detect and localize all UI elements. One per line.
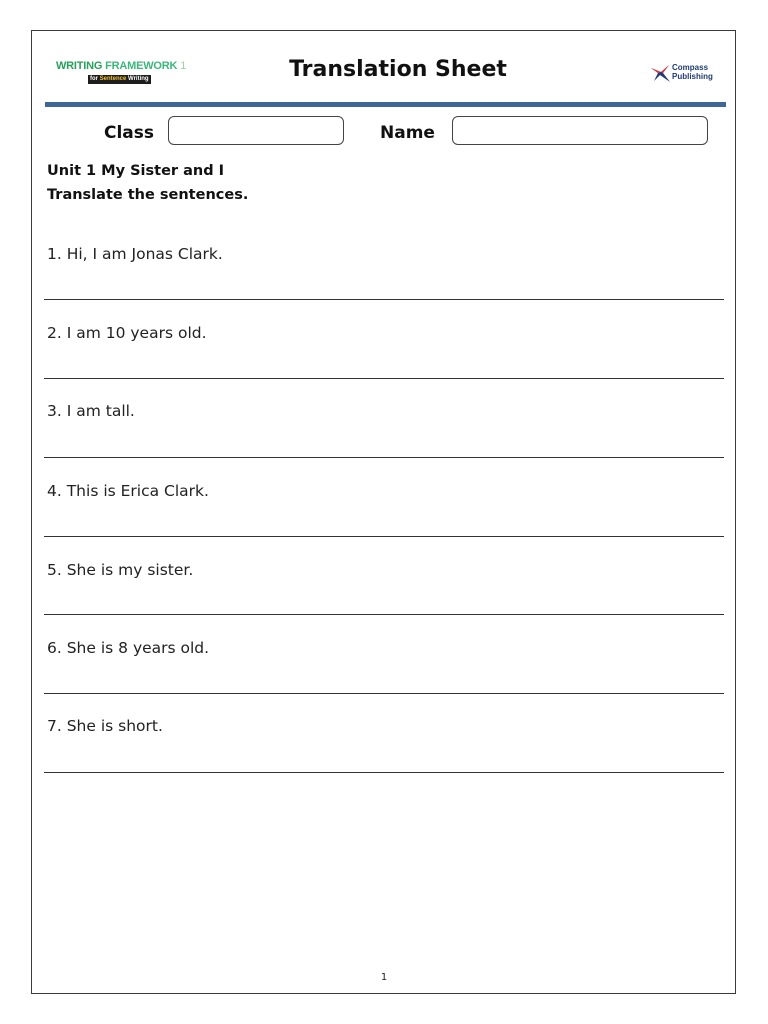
- answer-line-5[interactable]: [44, 614, 724, 615]
- page-title: Translation Sheet: [289, 57, 507, 82]
- answer-line-4[interactable]: [44, 536, 724, 537]
- writing-framework-logo: [56, 60, 186, 88]
- compass-publishing-logo: [650, 62, 720, 84]
- answer-line-7[interactable]: [44, 772, 724, 773]
- unit-title: Unit 1 My Sister and I: [47, 163, 225, 179]
- answer-line-1[interactable]: [44, 299, 724, 300]
- sentence-3: 3. I am tall.: [47, 402, 135, 420]
- answer-line-2[interactable]: [44, 378, 724, 379]
- sentence-4: 4. This is Erica Clark.: [47, 482, 209, 500]
- sentence-2: 2. I am 10 years old.: [47, 324, 207, 342]
- compass-logo-text: [672, 63, 713, 81]
- logo-subtitle: [88, 75, 151, 84]
- name-label: Name: [380, 123, 435, 143]
- sentence-6: 6. She is 8 years old.: [47, 639, 210, 657]
- logo-sub-highlight: Sentence: [99, 76, 127, 82]
- answer-line-6[interactable]: [44, 693, 724, 694]
- page-number: 1: [380, 972, 388, 983]
- sentence-7: 7. She is short.: [47, 717, 163, 735]
- instruction-text: Translate the sentences.: [47, 187, 249, 203]
- answer-line-3[interactable]: [44, 457, 724, 458]
- name-field[interactable]: [452, 116, 708, 145]
- header-divider: [45, 102, 726, 107]
- logo-sub-suffix: Writing: [128, 76, 149, 82]
- logo-sub-prefix: for: [90, 76, 98, 82]
- compass-logo-line2: Publishing: [672, 72, 713, 81]
- sentence-1: 1. Hi, I am Jonas Clark.: [47, 245, 223, 263]
- logo-word-framework: FRAMEWORK: [105, 60, 178, 72]
- logo-word-writing: WRITING: [56, 60, 103, 72]
- sentence-5: 5. She is my sister.: [47, 561, 194, 579]
- logo-title: [56, 60, 186, 72]
- compass-star-icon: [650, 62, 672, 84]
- class-label: Class: [104, 123, 155, 143]
- compass-logo-line1: Compass: [672, 63, 709, 72]
- class-field[interactable]: [168, 116, 344, 145]
- logo-level-number: 1: [180, 60, 187, 72]
